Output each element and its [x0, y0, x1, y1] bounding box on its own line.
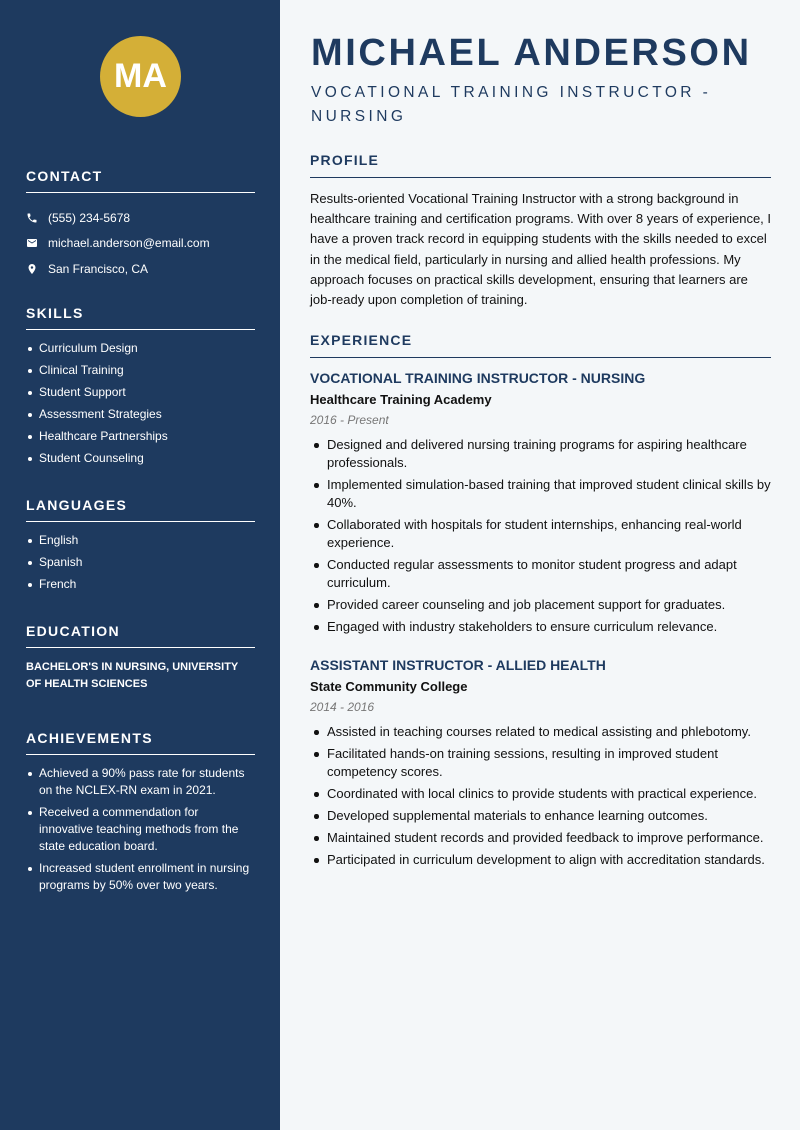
language-item: French — [26, 576, 255, 593]
profile-text: Results-oriented Vocational Training Instructor with a strong background in healthcare training and certification programs. With over 8 years of experience, I have a proven track record in equipping students with the skills needed to excel in the medical field, particularly in nursing and allied health professions. My approach focuses on practical skills development, ensuring that learners are job-ready upon completion of training. — [310, 191, 772, 308]
job-bullet: Assisted in teaching courses related to medical assisting and phlebotomy. — [310, 723, 771, 741]
job-bullet: Developed supplemental materials to enhance learning outcomes. — [310, 807, 771, 825]
main-content — [280, 0, 800, 1130]
job-title: ASSISTANT INSTRUCTOR - ALLIED HEALTH — [310, 657, 606, 673]
job-dates: 2016 - Present — [310, 413, 389, 427]
location-text: San Francisco, CA — [48, 261, 149, 276]
job-bullet: Designed and delivered nursing training programs for aspiring healthcare professionals. — [310, 436, 771, 472]
location-pin-icon — [26, 263, 48, 275]
skill-item: Assessment Strategies — [26, 406, 255, 423]
contact-location — [26, 256, 255, 282]
education-section — [26, 623, 255, 693]
candidate-name: MICHAEL ANDERSON — [311, 32, 752, 74]
contact-section — [26, 168, 255, 282]
job-dates: 2014 - 2016 — [310, 700, 375, 714]
skill-item: Student Support — [26, 384, 255, 401]
skill-item: Curriculum Design — [26, 340, 255, 357]
experience-heading: EXPERIENCE — [310, 332, 771, 358]
job-bullet: Coordinated with local clinics to provide students with practical experience. — [310, 785, 771, 803]
phone-text: (555) 234-5678 — [48, 210, 131, 225]
experience-entry — [310, 657, 771, 873]
skill-item: Clinical Training — [26, 362, 255, 379]
achievement-item: Received a commendation for innovative teaching methods from the state education board. — [26, 804, 255, 855]
skill-item: Healthcare Partnerships — [26, 428, 255, 445]
email-text: michael.anderson@email.com — [48, 236, 210, 251]
experience-entry — [310, 370, 771, 640]
job-bullet: Maintained student records and provided feedback to improve performance. — [310, 829, 771, 847]
job-company: Healthcare Training Academy — [310, 392, 492, 407]
languages-section — [26, 497, 255, 598]
job-company: State Community College — [310, 679, 468, 694]
education-degree: BACHELOR'S IN NURSING, UNIVERSITY OF HEALTH SCIENCES — [26, 661, 239, 690]
job-bullet: Implemented simulation-based training that improved student clinical skills by 40%. — [310, 476, 771, 512]
job-bullet: Collaborated with hospitals for student internships, enhancing real-world experience. — [310, 516, 771, 552]
experience-section — [310, 332, 771, 358]
skills-section — [26, 305, 255, 472]
job-title-header: VOCATIONAL TRAINING INSTRUCTOR - NURSING — [311, 84, 712, 125]
job-bullet: Engaged with industry stakeholders to ensure curriculum relevance. — [310, 618, 771, 636]
job-title: VOCATIONAL TRAINING INSTRUCTOR - NURSING — [310, 370, 646, 386]
language-item: English — [26, 532, 255, 549]
contact-heading: CONTACT — [26, 168, 255, 193]
contact-email — [26, 231, 255, 257]
contact-phone — [26, 205, 255, 231]
language-item: Spanish — [26, 554, 255, 571]
sidebar — [0, 0, 280, 1130]
achievements-heading: ACHIEVEMENTS — [26, 730, 255, 755]
skills-heading: SKILLS — [26, 305, 255, 330]
avatar — [100, 36, 181, 117]
job-bullet: Participated in curriculum development to align with accreditation standards. — [310, 851, 771, 869]
education-heading: EDUCATION — [26, 623, 255, 648]
skill-item: Student Counseling — [26, 450, 255, 467]
languages-heading: LANGUAGES — [26, 497, 255, 522]
profile-section — [310, 152, 771, 310]
phone-icon — [26, 212, 48, 224]
job-bullet: Provided career counseling and job placement support for graduates. — [310, 596, 771, 614]
achievements-section — [26, 730, 255, 899]
profile-heading: PROFILE — [310, 152, 771, 178]
achievement-item: Increased student enrollment in nursing programs by 50% over two years. — [26, 860, 255, 894]
job-bullet: Facilitated hands-on training sessions, resulting in improved student competency scores. — [310, 745, 771, 781]
achievement-item: Achieved a 90% pass rate for students on the NCLEX-RN exam in 2021. — [26, 765, 255, 799]
email-icon — [26, 237, 48, 249]
job-bullet: Conducted regular assessments to monitor student progress and adapt curriculum. — [310, 556, 771, 592]
avatar-initials: MA — [114, 57, 167, 95]
